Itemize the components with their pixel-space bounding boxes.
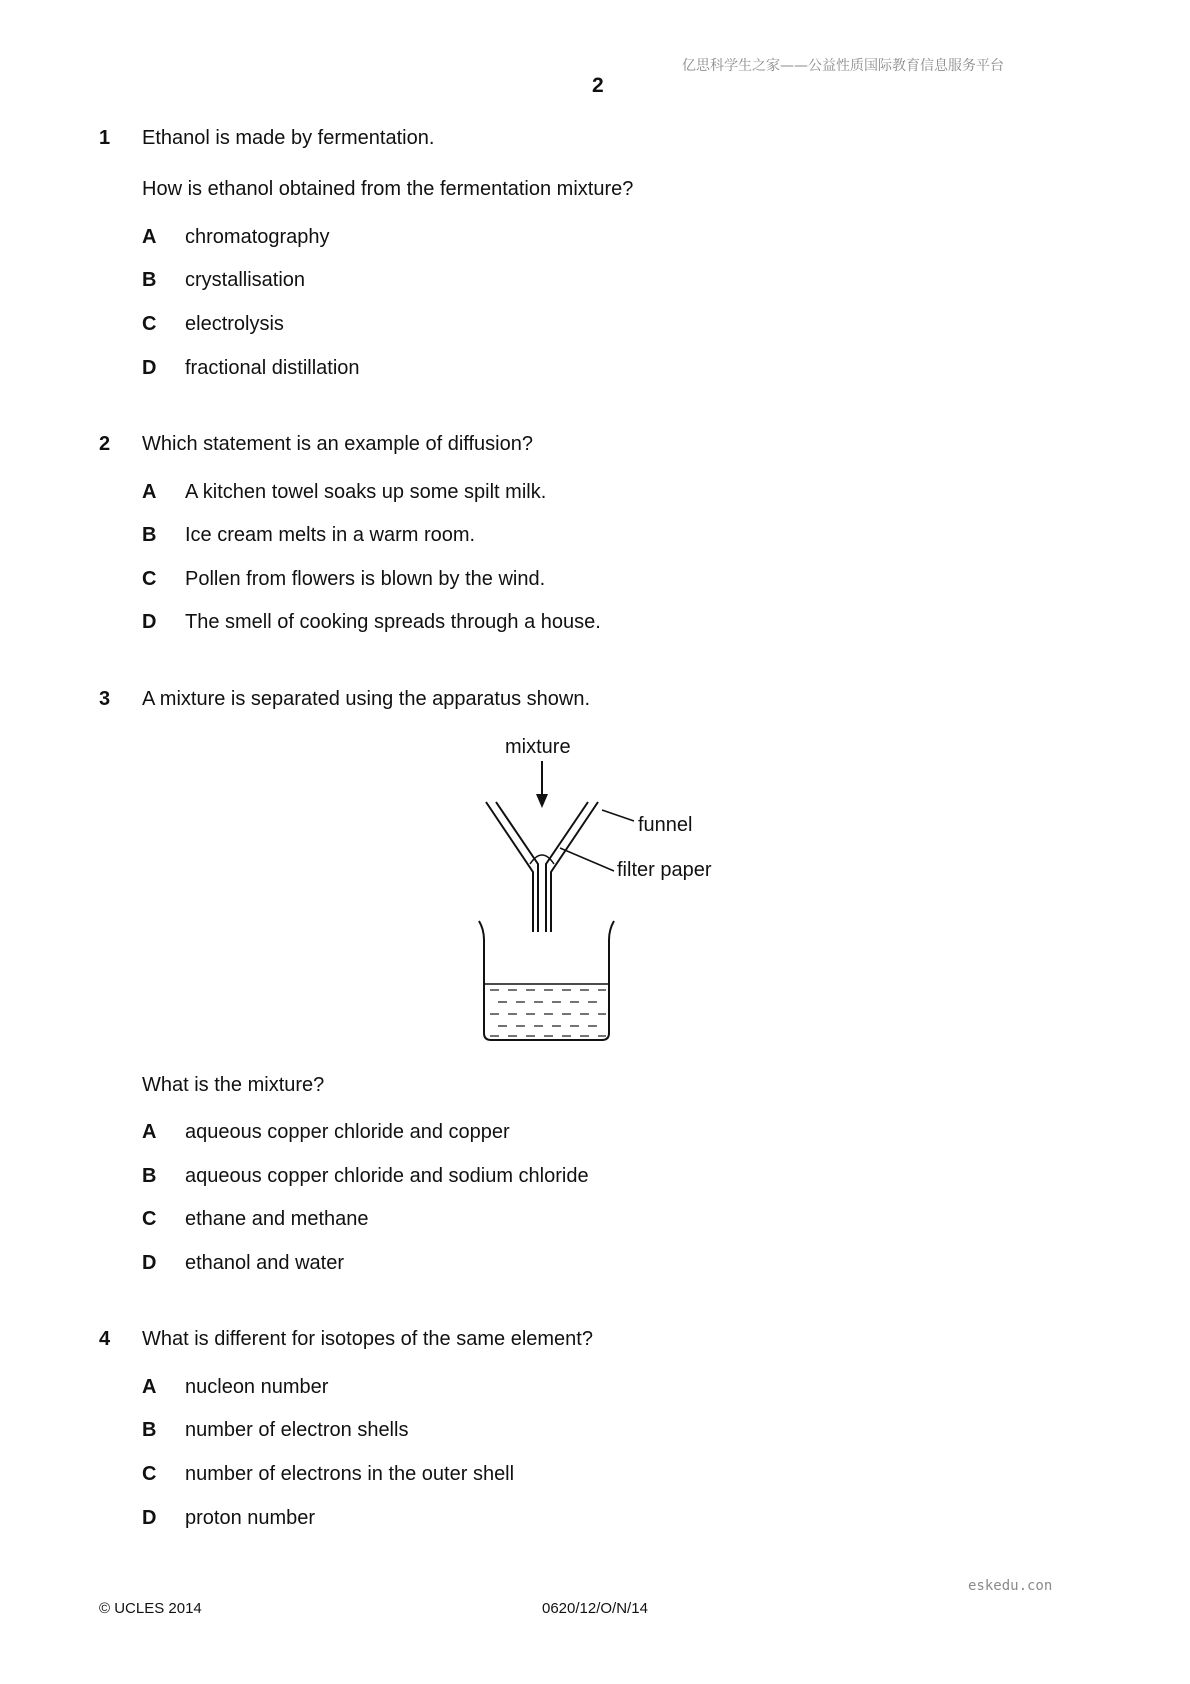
question-stem: Ethanol is made by fermentation. [142, 127, 435, 149]
option-text: proton number [185, 1507, 316, 1529]
option-text: Pollen from flowers is blown by the wind. [185, 568, 546, 590]
option-letter: A [142, 226, 157, 248]
option-letter: B [142, 524, 157, 546]
option-letter: C [142, 313, 157, 335]
beaker [479, 921, 614, 1040]
footer-paper-code: 0620/12/O/N/14 [542, 1600, 648, 1617]
filter-paper-pointer [560, 848, 614, 871]
mixture-arrow-head [536, 794, 548, 808]
option-text: chromatography [185, 226, 330, 248]
option-text: aqueous copper chloride and sodium chloride [185, 1165, 589, 1187]
option-text: electrolysis [185, 313, 284, 335]
option-text: fractional distillation [185, 357, 360, 379]
option-letter: A [142, 481, 157, 503]
question-stem: What is different for isotopes of the same element? [142, 1328, 593, 1350]
question-number: 4 [99, 1328, 111, 1350]
option-text: crystallisation [185, 269, 306, 291]
option-letter: A [142, 1121, 157, 1143]
page-number: 2 [592, 74, 604, 97]
option-text: ethanol and water [185, 1252, 345, 1274]
option-letter: A [142, 1376, 157, 1398]
question-number: 2 [99, 433, 111, 455]
filter-paper-label: filter paper [617, 859, 712, 881]
funnel-inner-left [496, 802, 538, 932]
option-letter: C [142, 1208, 157, 1230]
watermark-top: 亿思科学生之家——公益性质国际教育信息服务平台 [682, 58, 1004, 74]
option-letter: B [142, 1419, 157, 1441]
question-stem: Which statement is an example of diffusion? [142, 433, 533, 455]
watermark-bottom: eskedu.con [968, 1578, 1053, 1594]
question-stem: A mixture is separated using the apparatus shown. [142, 688, 591, 710]
question-number: 1 [99, 127, 111, 149]
footer-copyright: © UCLES 2014 [99, 1600, 202, 1617]
option-letter: D [142, 611, 157, 633]
option-letter: B [142, 269, 157, 291]
question-number: 3 [99, 688, 111, 710]
option-text: number of electron shells [185, 1419, 409, 1441]
option-letter: C [142, 568, 157, 590]
option-text: The smell of cooking spreads through a house. [185, 611, 601, 633]
option-text: Ice cream melts in a warm room. [185, 524, 476, 546]
option-letter: D [142, 357, 157, 379]
funnel-pointer [602, 810, 634, 821]
option-text: ethane and methane [185, 1208, 369, 1230]
mixture-label: mixture [505, 736, 571, 758]
option-text: nucleon number [185, 1376, 329, 1398]
funnel-inner-right [546, 802, 588, 932]
option-text: A kitchen towel soaks up some spilt milk. [185, 481, 547, 503]
question-prompt: What is the mixture? [142, 1074, 325, 1096]
filtration-diagram [460, 728, 750, 1048]
option-text: aqueous copper chloride and copper [185, 1121, 510, 1143]
option-text: number of electrons in the outer shell [185, 1463, 515, 1485]
funnel-label: funnel [638, 814, 693, 836]
question-prompt: How is ethanol obtained from the fermentation mixture? [142, 178, 634, 200]
option-letter: B [142, 1165, 157, 1187]
option-letter: C [142, 1463, 157, 1485]
option-letter: D [142, 1252, 157, 1274]
option-letter: D [142, 1507, 157, 1529]
